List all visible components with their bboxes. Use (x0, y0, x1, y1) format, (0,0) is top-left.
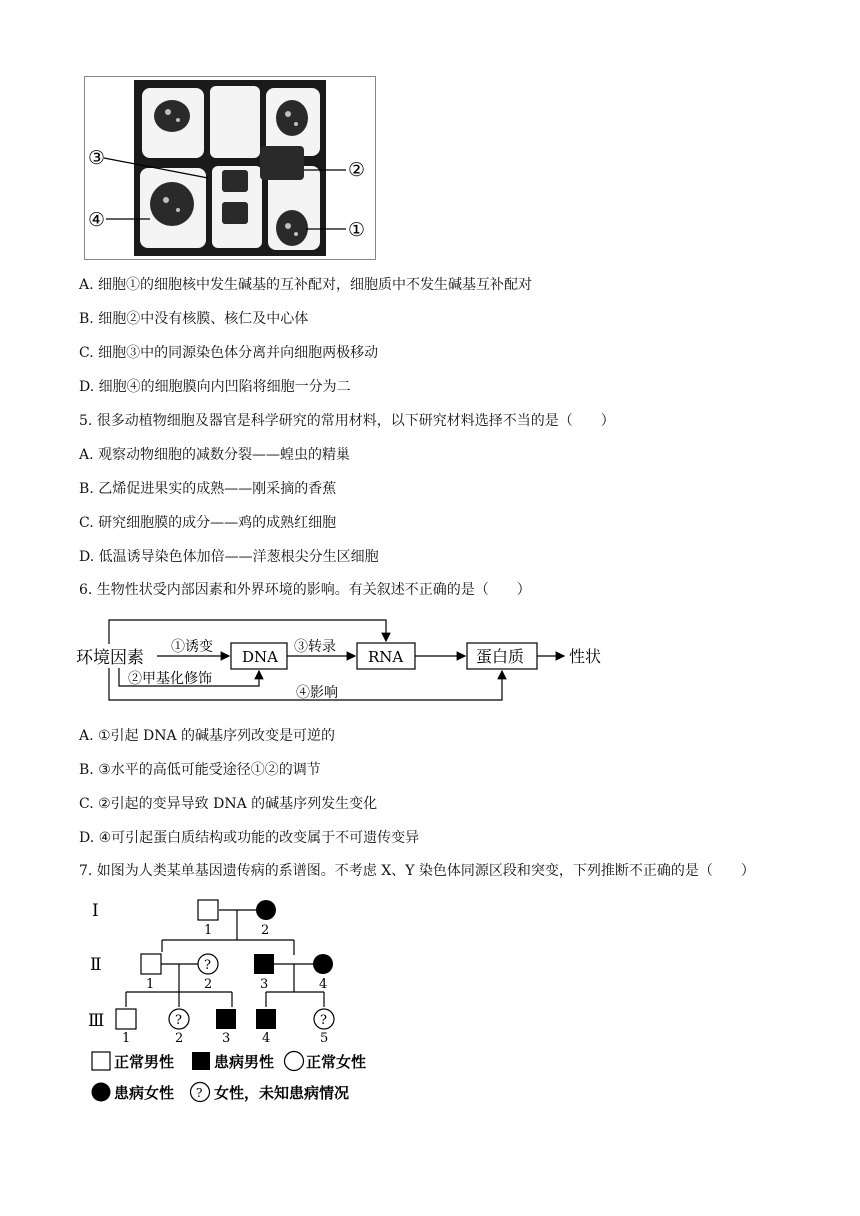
rna-label: RNA (368, 648, 404, 666)
q6-option-d: D. ④可引起蛋白质结构或功能的改变属于不可遗传变异 (79, 830, 420, 846)
id-label: 2 (204, 977, 213, 992)
legend-normal-male: 正常男性 (114, 1053, 175, 1071)
gen-label-2: Ⅱ (90, 955, 102, 975)
q6-stem: 6. 生物性状受内部因素和外界环境的影响。有关叙述不正确的是（ ） (79, 582, 531, 598)
dna-label: DNA (242, 648, 278, 666)
id-label: 1 (122, 1031, 131, 1046)
question-mark: ? (175, 1013, 182, 1028)
q6-option-b: B. ③水平的高低可能受途径①②的调节 (79, 762, 321, 778)
q4-option-d: D. 细胞④的细胞膜向内凹陷将细胞一分为二 (79, 379, 351, 395)
normal-male-symbol (141, 954, 161, 974)
question-mark: ? (204, 958, 211, 973)
affected-female-symbol (256, 900, 276, 920)
affected-female-symbol (313, 954, 333, 974)
affected-male-symbol (256, 1009, 276, 1029)
gen-label-1: Ⅰ (92, 901, 99, 921)
cell-label-2: ② (348, 159, 366, 181)
legend-normal-female: 正常女性 (306, 1053, 367, 1071)
q4-option-b: B. 细胞②中没有核膜、核仁及中心体 (79, 311, 309, 327)
q7-stem: 7. 如图为人类某单基因遗传病的系谱图。不考虑 X、Y 染色体同源区段和突变，下列推断不正确的是（ ） (79, 863, 755, 879)
gene-expression-diagram (74, 612, 634, 710)
id-label: 2 (175, 1031, 184, 1046)
q4-option-a: A. 细胞①的细胞核中发生碱基的互补配对，细胞质中不发生碱基互补配对 (79, 277, 533, 293)
q5-option-c: C. 研究细胞膜的成分——鸡的成熟红细胞 (79, 515, 337, 531)
cell-label-3: ③ (88, 147, 106, 169)
trait-label: 性状 (569, 647, 602, 666)
env-factor-label: 环境因素 (76, 648, 144, 668)
q5-option-a: A. 观察动物细胞的减数分裂——蝗虫的精巢 (79, 447, 351, 463)
arrow3-label: ③转录 (294, 639, 336, 655)
arrow2-label: ②甲基化修饰 (128, 671, 212, 687)
q5-option-d: D. 低温诱导染色体加倍——洋葱根尖分生区细胞 (79, 549, 379, 565)
affected-male-symbol (216, 1009, 236, 1029)
cell-label-1: ① (348, 219, 366, 241)
id-label: 4 (319, 977, 328, 992)
cell-division-micrograph (84, 76, 376, 260)
id-label: 4 (262, 1031, 271, 1046)
arrow4-label: ④影响 (296, 685, 338, 701)
legend-affected-female-symbol (92, 1083, 111, 1102)
normal-male-symbol (198, 900, 218, 920)
pedigree-chart (84, 892, 394, 1106)
id-label: 1 (204, 923, 213, 938)
q5-stem: 5. 很多动植物细胞及器官是科学研究的常用材料，以下研究材料选择不当的是（ ） (79, 413, 615, 429)
question-mark: ? (320, 1013, 327, 1028)
id-label: 2 (261, 923, 270, 938)
normal-male-symbol (116, 1009, 136, 1029)
arrow1-label: ①诱变 (171, 639, 213, 655)
gen-label-3: Ⅲ (88, 1011, 105, 1031)
q6-option-a: A. ①引起 DNA 的碱基序列改变是可逆的 (79, 728, 336, 744)
id-label: 5 (320, 1031, 329, 1046)
question-mark: ? (196, 1086, 203, 1100)
legend-affected-female: 患病女性 (114, 1084, 175, 1102)
q6-option-c: C. ②引起的变异导致 DNA 的碱基序列发生变化 (79, 796, 378, 812)
legend-normal-female-symbol (285, 1052, 304, 1071)
legend-affected-male-symbol (192, 1052, 210, 1070)
cell-label-4: ④ (88, 209, 106, 231)
affected-male-symbol (254, 954, 274, 974)
q5-option-b: B. 乙烯促进果实的成熟——刚采摘的香蕉 (79, 481, 337, 497)
id-label: 3 (222, 1031, 231, 1046)
q4-option-c: C. 细胞③中的同源染色体分离并向细胞两极移动 (79, 345, 379, 361)
legend-unknown-female: 女性，未知患病情况 (214, 1084, 350, 1102)
protein-label: 蛋白质 (476, 647, 525, 666)
legend-affected-male: 患病男性 (214, 1053, 275, 1071)
legend-normal-male-symbol (92, 1052, 110, 1070)
id-label: 1 (146, 977, 155, 992)
id-label: 3 (260, 977, 269, 992)
